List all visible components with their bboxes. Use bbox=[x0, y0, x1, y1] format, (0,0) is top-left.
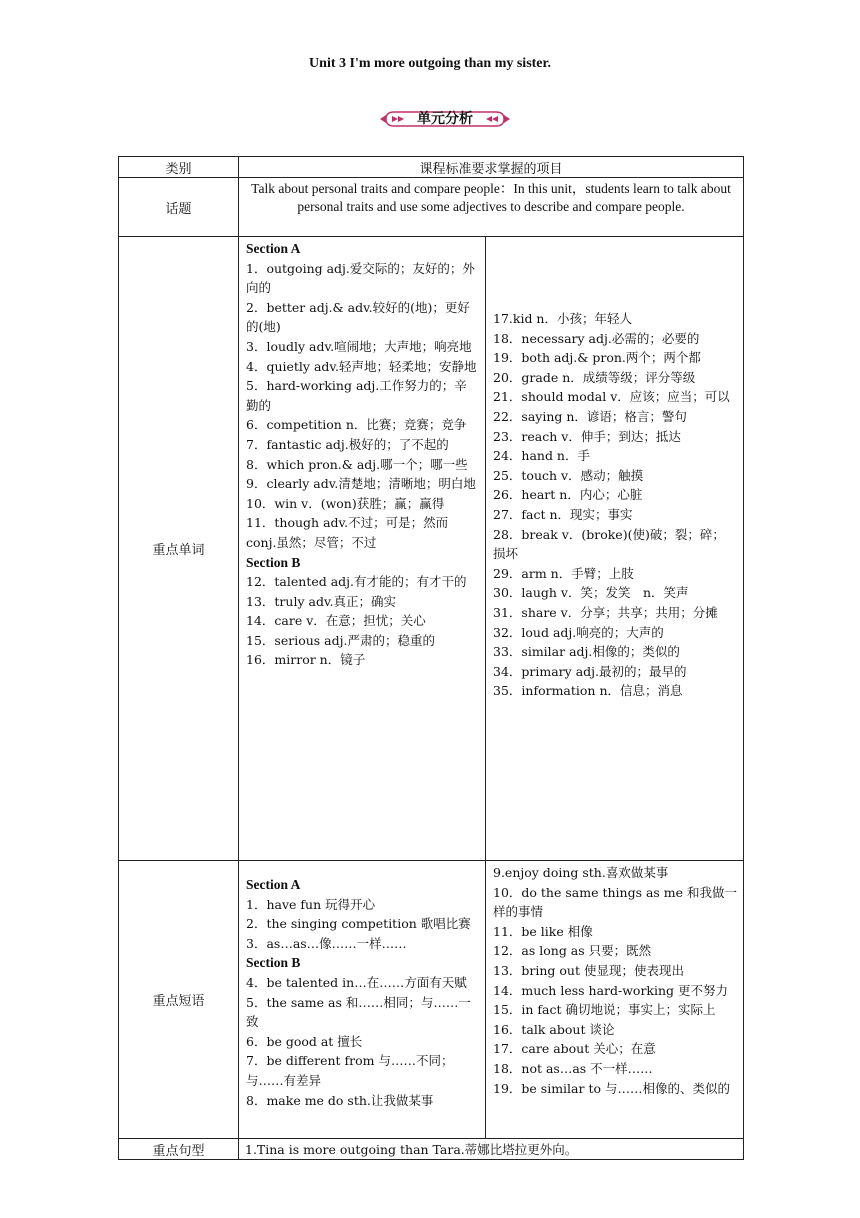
word-item: 20．grade n．成绩等级；评分等级 bbox=[493, 369, 696, 385]
word-item: 6．competition n．比赛；竞赛；竞争 bbox=[246, 417, 467, 433]
analysis-table bbox=[118, 156, 744, 1160]
phrase-item: 13．bring out 使显现；使表现出 bbox=[493, 962, 684, 978]
word-item: 33．similar adj.相像的；类似的 bbox=[493, 644, 680, 660]
phrase-item: 5．the same as 和……相同；与……一致 bbox=[246, 994, 471, 1030]
phrase-item: 6．be good at 擅长 bbox=[246, 1033, 363, 1049]
word-item: 18．necessary adj.必需的；必要的 bbox=[493, 330, 700, 346]
word-item: 24．hand n．手 bbox=[493, 448, 590, 464]
phrase-item: 17．care about 关心；在意 bbox=[493, 1041, 656, 1057]
word-item: 7．fantastic adj.极好的；了不起的 bbox=[246, 436, 449, 452]
phrases-right-column bbox=[486, 861, 744, 1139]
word-item: 14．care v．在意；担忧；关心 bbox=[246, 613, 426, 629]
banner-label: 单元分析 bbox=[417, 111, 473, 127]
phrase-item: 4．be talented in…在……方面有天赋 bbox=[246, 974, 467, 990]
phrase-item: 3．as…as…像……一样…… bbox=[246, 935, 407, 951]
word-item: 21．should modal v．应该；应当；可以 bbox=[493, 389, 730, 405]
phrase-item: 1．have fun 玩得开心 bbox=[246, 896, 376, 912]
word-item: 25．touch v．感动；触摸 bbox=[493, 467, 644, 483]
word-item: 34．primary adj.最初的；最早的 bbox=[493, 663, 687, 679]
words-label: 重点单词 bbox=[119, 237, 239, 861]
header-category: 类别 bbox=[119, 157, 239, 178]
phrase-item: 9.enjoy doing sth.喜欢做某事 bbox=[493, 865, 669, 880]
word-item: 19．both adj.& pron.两个；两个都 bbox=[493, 350, 701, 366]
phrases-row bbox=[119, 861, 744, 1139]
words-left-column bbox=[239, 237, 486, 861]
section-banner bbox=[378, 108, 512, 130]
word-item: 26．heart n．内心；心脏 bbox=[493, 487, 643, 503]
phrase-item: 15．in fact 确切地说；事实上；实际上 bbox=[493, 1002, 716, 1018]
section-heading: Section B bbox=[246, 554, 301, 570]
word-item: 12．talented adj.有才能的；有才干的 bbox=[246, 574, 467, 590]
phrase-item: 14．much less hard-working 更不努力 bbox=[493, 982, 729, 998]
word-item: 29．arm n．手臂；上肢 bbox=[493, 565, 634, 581]
word-item: 8．which pron.& adj.哪一个；哪一些 bbox=[246, 456, 468, 472]
words-row bbox=[119, 237, 744, 861]
word-item: 9．clearly adv.清楚地；清晰地；明白地 bbox=[246, 476, 476, 492]
word-item: 16．mirror n．镜子 bbox=[246, 652, 366, 668]
word-item: 17.kid n．小孩；年轻人 bbox=[493, 311, 632, 326]
header-row bbox=[119, 157, 744, 178]
phrases-left-column bbox=[239, 861, 486, 1139]
word-item: 1．outgoing adj.爱交际的；友好的；外向的 bbox=[246, 260, 475, 296]
section-heading: Section A bbox=[246, 241, 301, 256]
phrase-item: 12．as long as 只要；既然 bbox=[493, 943, 652, 959]
phrase-item: 8．make me do sth.让我做某事 bbox=[246, 1092, 434, 1108]
phrase-item: 7．be different from 与……不同；与……有差异 bbox=[246, 1053, 454, 1088]
topic-label: 话题 bbox=[119, 178, 239, 237]
phrase-item: 19．be similar to 与……相像的、类似的 bbox=[493, 1080, 730, 1096]
phrases-label: 重点短语 bbox=[119, 861, 239, 1139]
word-item: 30．laugh v．笑；发笑 n．笑声 bbox=[493, 585, 689, 601]
word-item: 22．saying n．谚语；格言；警句 bbox=[493, 408, 687, 424]
word-item: 27．fact n．现实；事实 bbox=[493, 506, 633, 522]
word-item: 31．share v．分享；共享；共用；分摊 bbox=[493, 604, 718, 620]
patterns-label: 重点句型 bbox=[119, 1139, 239, 1160]
phrase-item: 18．not as…as 不一样…… bbox=[493, 1060, 653, 1076]
section-heading: Section B bbox=[246, 955, 301, 971]
word-item: 11．though adv.不过；可是；然而 conj.虽然；尽管；不过 bbox=[246, 515, 449, 550]
word-item: 35．information n．信息；消息 bbox=[493, 683, 683, 699]
word-item: 5．hard-working adj.工作努力的；辛勤的 bbox=[246, 378, 467, 413]
phrase-item: 16．talk about 谈论 bbox=[493, 1021, 615, 1037]
phrase-item: 2．the singing competition 歌唱比赛 bbox=[246, 916, 471, 932]
word-item: 4．quietly adv.轻声地；轻柔地；安静地 bbox=[246, 358, 477, 374]
phrase-item: 10．do the same things as me 和我做一样的事情 bbox=[493, 884, 738, 920]
word-item: 28．break v．(broke)(使)破；裂；碎；损坏 bbox=[493, 526, 725, 562]
topic-row bbox=[119, 178, 744, 237]
section-heading: Section A bbox=[246, 877, 301, 892]
patterns-row bbox=[119, 1139, 744, 1160]
word-item: 32．loud adj.响亮的；大声的 bbox=[493, 624, 664, 640]
word-item: 2．better adj.& adv.较好的(地)；更好的(地) bbox=[246, 299, 470, 335]
page-title: Unit 3 I'm more outgoing than my sister. bbox=[309, 56, 551, 71]
phrase-item: 11．be like 相像 bbox=[493, 923, 593, 939]
words-right-column bbox=[486, 237, 744, 861]
header-requirement: 课程标准要求掌握的项目 bbox=[239, 157, 744, 178]
word-item: 13．truly adv.真正；确实 bbox=[246, 593, 396, 609]
topic-text: Talk about personal traits and compare people：In this unit，students learn to talk about personal traits and use some adjectives to describe and compare people. bbox=[239, 178, 744, 237]
pattern-item: 1.Tina is more outgoing than Tara.蒂娜比塔拉更外向。 bbox=[239, 1139, 744, 1160]
word-item: 3．loudly adv.喧闹地；大声地；响亮地 bbox=[246, 338, 472, 354]
word-item: 23．reach v．伸手；到达；抵达 bbox=[493, 428, 681, 444]
word-item: 10．win v．(won)获胜；赢；赢得 bbox=[246, 495, 445, 511]
word-item: 15．serious adj.严肃的；稳重的 bbox=[246, 632, 435, 648]
